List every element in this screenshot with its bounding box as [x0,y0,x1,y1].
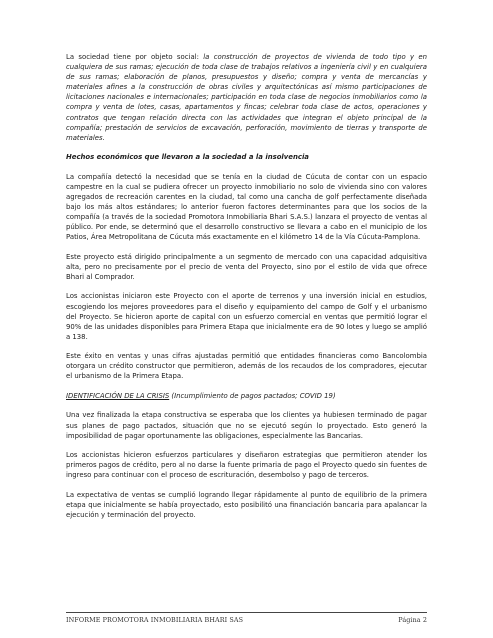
page-body [66,52,427,529]
paragraph-exito-ventas: Este éxito en ventas y unas cifras ajustadas permitió que entidades financieras como Bancolombia otorgara un crédito constructor que permitieron, además de los recaudos de los compradores, ejecutar el urbanismo de la Primera Etapa. [66,352,427,381]
paragraph-expectativa-ventas: La expectativa de ventas se cumplió logrando llegar rápidamente al punto de equilibrio de la primera etapa que inicialmente se había proyectado, esto posibilitó una financiación bancaria para apalancar la ejecución y terminación del proyecto. [66,490,427,519]
paragraph-objeto-social [66,52,427,143]
crisis-heading-underlined: IDENTIFICACIÓN DE LA CRISIS [66,391,170,400]
paragraph-etapa-constructiva: Una vez finalizada la etapa constructiva se esperaba que los clientes ya hubiesen terminado de pagar sus planes de pago pactados, situación que no se ejecutó según lo proyectado. Esto generó la imposibilidad de pagar oportunamente las obligaciones, especialmente las Bancarias. [66,411,427,440]
heading-identificacion-crisis [66,391,427,401]
paragraph-necesidad: La compañía detectó la necesidad que se tenía en la ciudad de Cúcuta de contar con un espacio campestre en la cual se pudiera ofrecer un proyecto inmobiliario no solo de vivienda sino con valores agregados de recreación carentes en la ciudad, tal como una cancha de golf perfectamente diseñada bajo los más altos estándares; lo anterior fueron factores determinantes para que los socios de la compañía (a través de la sociedad Promotora Inmobiliaria Bhari S.A.S.) lanzara el proyecto de ventas al público. Por ende, se determinó que el desarrollo constructivo se llevara a cabo en el municipio de los Patios, Área Metropolitana de Cúcuta más exactamente en el kilómetro 14 de la Vía Cúcuta-Pamplona. [66,172,427,242]
paragraph-esfuerzos-accionistas: Los accionistas hicieron esfuerzos particulares y diseñaron estrategias que permitieron atender los primeros pagos de crédito, pero al no darse la fuente primaria de pago el Proyecto quedo sin fuentes de ingreso para continuar con el proceso de escrituración, desembolso y pago de terceros. [66,451,427,480]
page-footer [66,612,427,624]
heading-hechos-economicos: Hechos económicos que llevaron a la sociedad a la insolvencia [66,153,309,162]
objeto-social-description: la construcción de proyectos de vivienda de todo tipo y en cualquiera de sus ramas; ejecución de toda clase de trabajos relativos a ingeniería civil y en cualquiera de sus ramas; elaboración de planos, presupuestos y diseño; compra y venta de mercancías y materiales afines a la construcción de obras civiles y arquitectónicas así mismo participaciones de licitaciones nacionales e internacionales; participación en toda clase de negocios inmobiliarios como la compra y venta de lotes, casas, apartamentos y fincas; celebrar toda clase de actos, operaciones y contratos que tengan relación directa con las actividades que integran el objeto principal de la compañía; prestación de servicios de excavación, perforación, movimiento de tierras y transporte de materiales. [66,53,427,142]
footer-page-number: Página 2 [398,616,427,624]
crisis-heading-subtitle: (Incumplimiento de pagos pactados; COVID 19) [169,391,336,400]
paragraph-segmento-mercado: Este proyecto está dirigido principalmente a un segmento de mercado con una capacidad adquisitiva alta, pero no precisamente por el precio de venta del Proyecto, sino por el estilo de vida que ofrece Bhari al Comprador. [66,252,427,281]
footer-report-title: INFORME PROMOTORA INMOBILIARIA BHARI SAS [66,616,244,624]
paragraph-accionistas-aporte: Los accionistas iniciaron este Proyecto con el aporte de terrenos y una inversión inicial en estudios, escogiendo los mejores proveedores para el diseño y equipamiento del campo de Golf y el urbanismo del Proyecto. Se hicieron aporte de capital con un esfuerzo comercial en ventas que permitió lograr el 90% de las unidades disponibles para Primera Etapa que inicialmente era de 90 lotes y luego se amplió a 138. [66,292,427,341]
objeto-social-lead: La sociedad tiene por objeto social: [66,53,204,61]
